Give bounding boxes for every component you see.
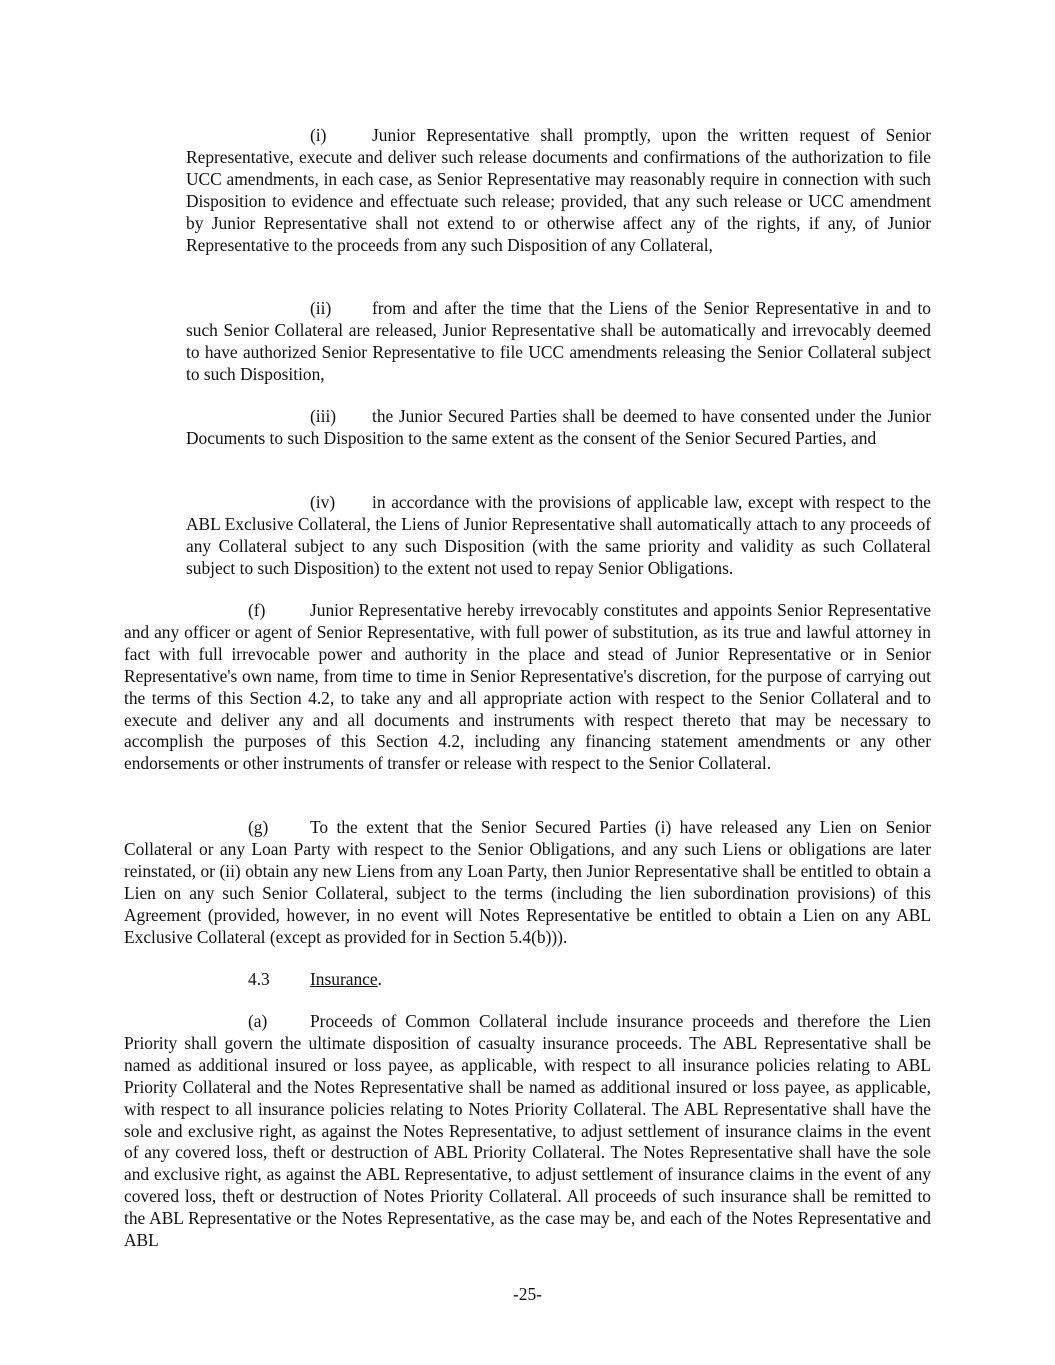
- paragraph-iii: [186, 406, 931, 450]
- paragraph-label: (i): [310, 125, 327, 145]
- paragraph-i: [186, 125, 931, 256]
- paragraph-text: Junior Representative shall promptly, upon the written request of Senior Representative, execute and deliver such release documents and confirmations of the authorization to file UCC amendments, in each case, as Senior Representative may reasonably require in connection with such Disposition to evidence and effectuate such release; provided, that any such release or UCC amendment by Junior Representative shall not extend to or otherwise affect any of the rights, if any, of Junior Representative to the proceeds from any such Disposition of any Collateral,: [186, 125, 931, 255]
- paragraph-label: (f): [248, 600, 266, 620]
- paragraph-iv: [186, 492, 931, 580]
- section-title-period: .: [377, 969, 382, 989]
- paragraph-text: To the extent that the Senior Secured Parties (i) have released any Lien on Senior Collateral or any Loan Party with respect to the Senior Obligations, and any such Liens or obligations are later reinstated, or (ii) obtain any new Liens from any Loan Party, then Junior Representative shall be entitled to obtain a Lien on any such Senior Collateral, subject to the terms (including the lien subordination provisions) of this Agreement (provided, however, in no event will Notes Representative be entitled to obtain a Lien on any ABL Exclusive Collateral (except as provided for in Section 5.4(b))).: [124, 817, 931, 947]
- section-title: Insurance: [310, 969, 378, 989]
- paragraph-label: (a): [248, 1011, 268, 1031]
- paragraph-text: the Junior Secured Parties shall be deemed to have consented under the Junior Documents to such Disposition to the same extent as the consent of the Senior Secured Parties, and: [186, 406, 931, 448]
- page-number: -25-: [513, 1284, 542, 1304]
- paragraph-label: (iii): [310, 406, 337, 426]
- paragraph-a: [124, 1011, 931, 1252]
- paragraph-g: [124, 817, 931, 948]
- paragraph-ii: [186, 298, 931, 386]
- paragraph-text: Proceeds of Common Collateral include insurance proceeds and therefore the Lien Priority shall govern the ultimate disposition of casualty insurance proceeds. The ABL Representative shall be named as additional insured or loss payee, as applicable, with respect to all insurance policies relating to ABL Priority Collateral and the Notes Representative shall be named as additional insured or loss payee, as applicable, with respect to all insurance policies relating to Notes Priority Collateral. The ABL Representative shall have the sole and exclusive right, as against the Notes Representative, to adjust settlement of insurance claims in the event of any covered loss, theft or destruction of ABL Priority Collateral. The Notes Representative shall have the sole and exclusive right, as against the ABL Representative, to adjust settlement of insurance claims in the event of any covered loss, theft or destruction of Notes Priority Collateral. All proceeds of such insurance shall be remitted to the ABL Representative or the Notes Representative, as the case may be, and each of the Notes Representative and ABL: [124, 1011, 931, 1251]
- paragraph-f: [124, 600, 931, 775]
- paragraph-text: in accordance with the provisions of applicable law, except with respect to the ABL Exclusive Collateral, the Liens of Junior Representative shall automatically attach to any proceeds of any Collateral subject to any such Disposition (with the same priority and validity as such Collateral subject to such Disposition) to the extent not used to repay Senior Obligations.: [186, 492, 931, 578]
- section-heading: [248, 968, 382, 990]
- section-number: 4.3: [248, 969, 270, 989]
- paragraph-label: (iv): [310, 492, 336, 512]
- paragraph-label: (g): [248, 817, 269, 837]
- paragraph-label: (ii): [310, 298, 332, 318]
- paragraph-text: from and after the time that the Liens of the Senior Representative in and to such Senior Collateral are released, Junior Representative shall be automatically and irrevocably deemed to have authorized Senior Representative to file UCC amendments releasing the Senior Collateral subject to such Disposition,: [186, 298, 931, 384]
- paragraph-text: Junior Representative hereby irrevocably constitutes and appoints Senior Representative and any officer or agent of Senior Representative, with full power of substitution, as its true and lawful attorney in fact with full irrevocable power and authority in the place and stead of Junior Representative or in Senior Representative's own name, from time to time in Senior Representative's discretion, for the purpose of carrying out the terms of this Section 4.2, to take any and all appropriate action with respect to the Senior Collateral and to execute and deliver any and all documents and instruments with respect thereto that may be necessary to accomplish the purposes of this Section 4.2, including any financing statement amendments or any other endorsements or other instruments of transfer or release with respect to the Senior Collateral.: [124, 600, 931, 774]
